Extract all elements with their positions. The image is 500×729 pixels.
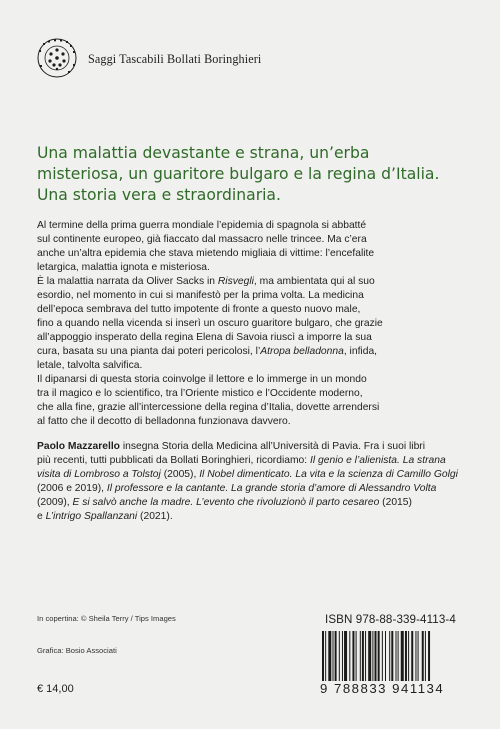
blurb-line: È la malattia narrata da Oliver Sacks in Risvegli, ma ambientata qui al suo (37, 276, 375, 287)
blurb-line: esordio, nel momento in cui si manifestò per la prima volta. La medicina (37, 290, 364, 301)
headline-line: Una malattia devastante e strana, un’erba (37, 144, 370, 162)
graphics-credit: Grafica: Bosio Associati (37, 646, 117, 655)
headline-line: Una storia vera e straordinaria. (37, 186, 281, 204)
blurb-line: letargica, malattia ignota e misteriosa. (37, 262, 210, 273)
author-line: più recenti, tutti pubblicati da Bollati Boringhieri, ricordiamo: Il genio e l’alienista. La strana (37, 455, 446, 466)
blurb-line: sul continente europeo, già fiaccato dal massacro nelle trincee. Ma c’era (37, 234, 367, 245)
blurb-line: al fatto che il decotto di belladonna funzionava davvero. (37, 416, 291, 427)
plant-name: Atropa belladonna (260, 346, 344, 357)
headline-line: misteriosa, un guaritore bulgaro e la regina d’Italia. (37, 165, 440, 183)
cover-credit: In copertina: © Sheila Terry / Tips Images (37, 614, 176, 623)
book-title: Risvegli (217, 276, 254, 287)
barcode-icon (320, 631, 470, 681)
blurb-line: cura, basata su una pianta dai poteri pericolosi, l’Atropa belladonna, infida, (37, 346, 378, 357)
author-line: visita di Lombroso a Tolstoj (2005), Il Nobel dimenticato. La vita e la scienza di Camillo Golgi (37, 469, 458, 480)
author-line: e L’intrigo Spallanzani (2021). (37, 511, 173, 522)
blurb-line: che alla fine, grazie all’intercessione della regina d’Italia, dovette arrendersi (37, 402, 380, 413)
author-name: Paolo Mazzarello (37, 441, 120, 452)
blurb-line: Il dipanarsi di questa storia coinvolge il lettore e lo immerge in un mondo (37, 374, 367, 385)
author-line: (2009), E si salvò anche la madre. L’evento che rivoluzionò il parto cesareo (2015) (37, 497, 412, 508)
blurb-line: all’appoggio insperato della regina Elena di Savoia riuscì a imporre la sua (37, 332, 372, 343)
blurb-line: dell’epoca sembrava del tutto impotente di fronte a questo nuovo male, (37, 304, 361, 315)
blurb-line: fino a quando nella vicenda si inserì un oscuro guaritore bulgaro, che grazie (37, 318, 383, 329)
blurb-line: letale, talvolta salvifica. (37, 360, 143, 371)
isbn-label: ISBN 978-88-339-4113-4 (325, 613, 456, 626)
headline (37, 143, 477, 206)
author-line: (2006 e 2019), Il professore e la cantante. La grande storia d’amore di Alessandro Volta (37, 483, 437, 494)
blurb-line: tra il magico e lo scientifico, tra l’Oriente mistico e l’Occidente moderno, (37, 388, 363, 399)
barcode-digits: 9 788833 941134 (320, 681, 445, 696)
blurb-line: anche un’altra epidemia che stava mietendo migliaia di vittime: l’encefalite (37, 248, 375, 259)
blurb-line: Al termine della prima guerra mondiale l’epidemia di spagnola si abbatté (37, 220, 367, 231)
price: € 14,00 (37, 683, 74, 695)
blurb (37, 219, 467, 524)
author-line: Paolo Mazzarello insegna Storia della Medicina all’Università di Pavia. Fra i suoi libri (37, 441, 426, 452)
publisher-seal-icon (37, 38, 77, 78)
publisher-series: Saggi Tascabili Bollati Boringhieri (88, 52, 262, 66)
